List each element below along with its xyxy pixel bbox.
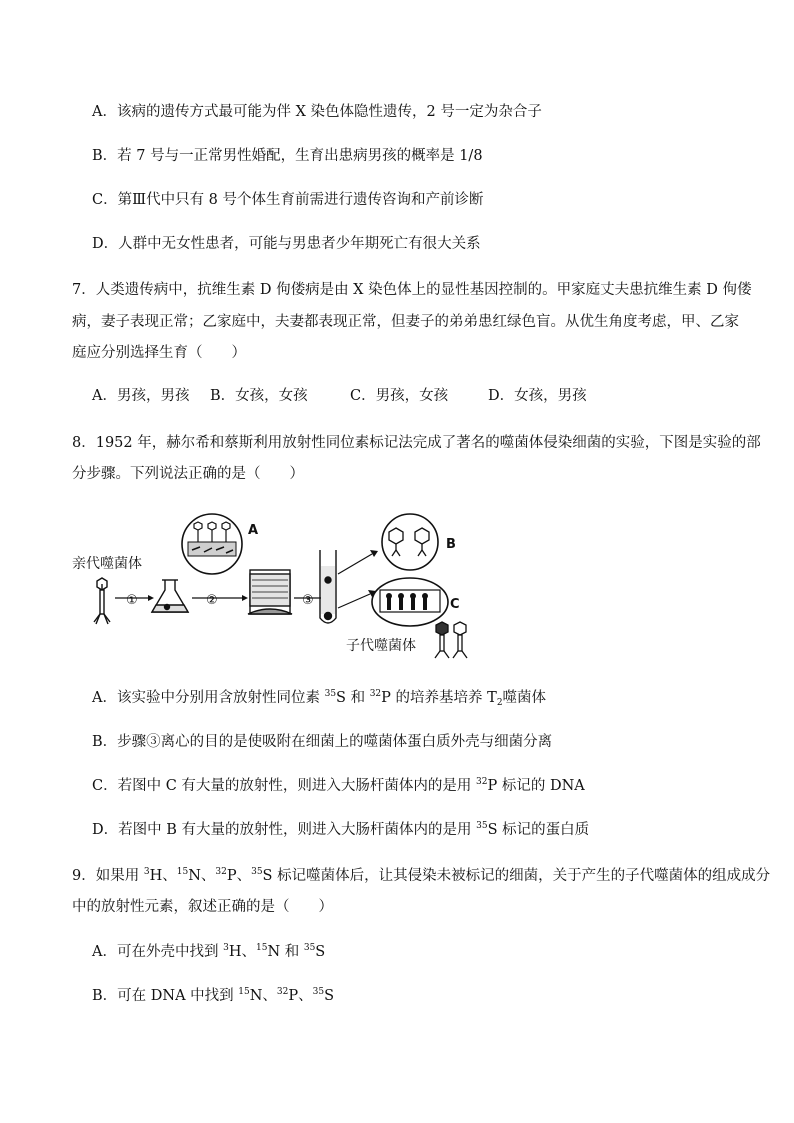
q6-option-b: B．若 7 号与一正常男性婚配，生育出患病男孩的概率是 1/8 [92,148,483,164]
child-phage-label: 子代噬菌体 [346,638,416,654]
q7-option-a: A．男孩，男孩 [92,388,190,404]
child-phage-icon [435,622,467,658]
label-a: A [248,523,259,538]
q6-option-d: D．人群中无女性患者，可能与男患者少年期死亡有很大关系 [92,236,481,252]
q7-stem-line3: 庭应分别选择生育（ ） [72,345,246,361]
step2-label: ② [206,593,218,608]
q8-stem-line2: 分步骤。下列说法正确的是（ ） [72,466,304,482]
q7-stem-line1: 7．人类遗传病中，抗维生素 D 佝偻病是由 X 染色体上的显性基因控制的。甲家庭丈夫患抗维生素 D 佝偻 [72,282,752,298]
flask-icon [152,580,188,612]
zoom-circle-c [372,578,448,626]
q8-option-c: C．若图中 C 有大量的放射性，则进入大肠杆菌体内的是用 $^{32}$P 标记的 DNA [92,777,585,794]
q7-option-d: D．女孩，男孩 [488,388,587,404]
q7-option-c: C．男孩，女孩 [350,388,449,404]
q8-option-d: D．若图中 B 有大量的放射性，则进入大肠杆菌体内的是用 $^{35}$S 标记的蛋白质 [92,821,590,838]
q9-stem-line1: 9．如果用 $^3$H、$^{15}$N、$^{32}$P、$^{35}$S 标记噬菌体后，让其侵染未被标记的细菌，关于产生的子代噬菌体的组成成分 [72,867,771,884]
q9-option-a: A．可在外壳中找到 $^3$H、$^{15}$N 和 $^{35}$S [92,943,326,960]
beaker-icon [248,570,292,614]
test-tube-icon [320,550,336,623]
zoom-circle-a [182,514,242,574]
q8-option-b: B．步骤③离心的目的是使吸附在细菌上的噬菌体蛋白质外壳与细菌分离 [92,734,553,750]
q7-stem-line2: 病，妻子表现正常；乙家庭中，夫妻都表现正常，但妻子的弟弟患红绿色盲。从优生角度考虑，甲、乙家 [72,314,739,330]
q8-option-a: A．该实验中分别用含放射性同位素 $^{35}$S 和 $^{32}$P 的培养基培养 $T_2$噬菌体 [92,689,547,708]
zoom-circle-b [382,514,438,570]
q9-stem-line2: 中的放射性元素，叙述正确的是（ ） [72,899,333,915]
step1-label: ① [126,593,138,608]
q7-options [92,386,587,406]
q7-option-b: B．女孩，女孩 [210,388,308,404]
q8-stem-line1: 8．1952 年，赫尔希和蔡斯利用放射性同位素标记法完成了著名的噬菌体侵染细菌的实验，下图是实验的部 [72,435,761,451]
parent-phage-label: 亲代噬菌体 [72,556,142,572]
q6-option-a: A．该病的遗传方式最可能为伴 X 染色体隐性遗传，2 号一定为杂合子 [92,104,542,120]
step3-label: ③ [302,593,314,608]
q6-option-c: C．第Ⅲ代中只有 8 号个体生育前需进行遗传咨询和产前诊断 [92,192,484,208]
label-c: C [450,597,460,612]
label-b: B [446,537,456,552]
parent-phage-icon [94,578,110,624]
phage-experiment-figure [70,510,490,665]
q9-option-b: B．可在 DNA 中找到 $^{15}$N、$^{32}$P、$^{35}$S [92,987,335,1004]
